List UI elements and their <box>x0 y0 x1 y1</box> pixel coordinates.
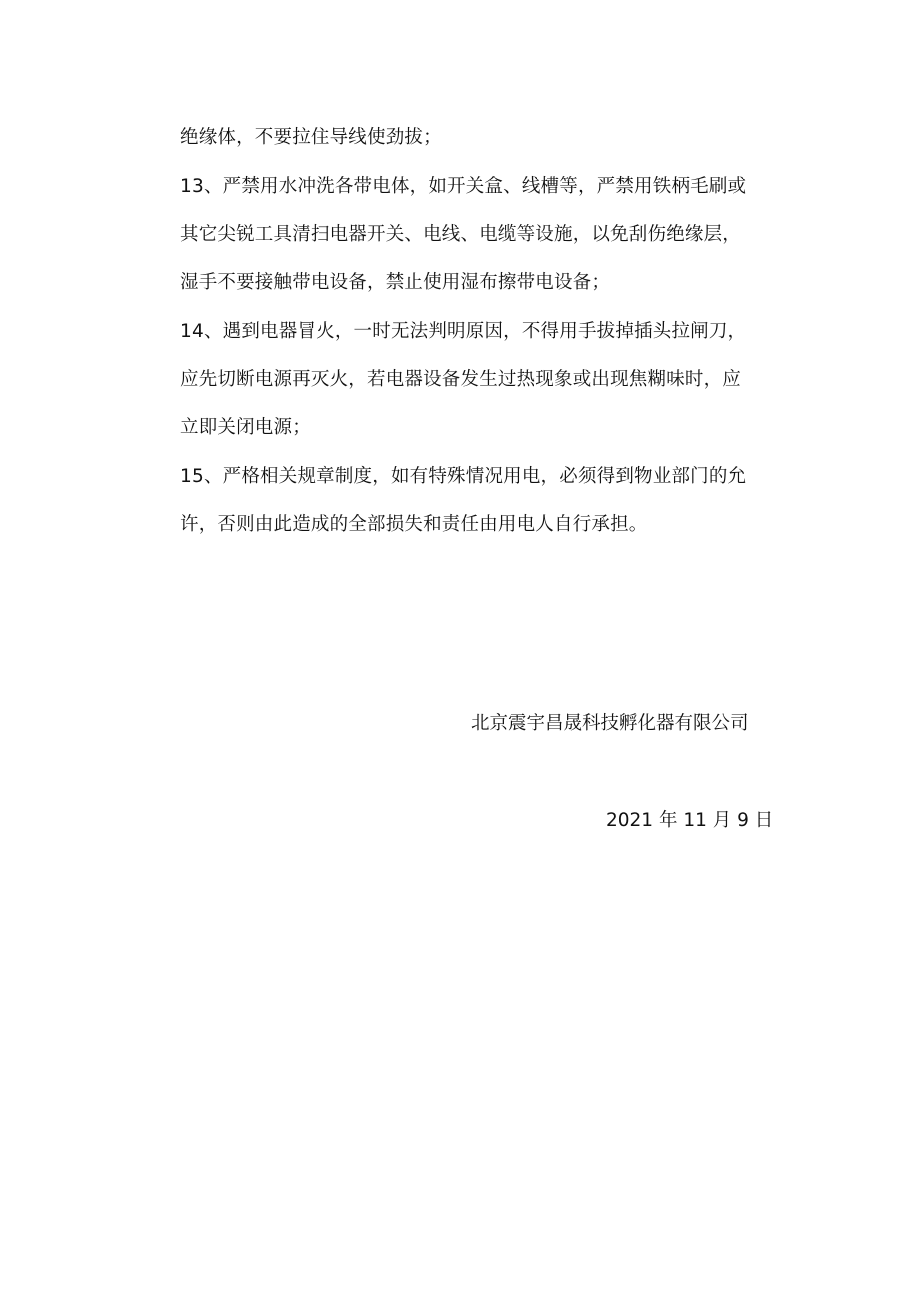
rule-15-line-1: 15、严格相关规章制度，如有特殊情况用电，必须得到物业部门的允 <box>180 466 747 487</box>
text-line: 绝缘体，不要拉住导线使劲拔； <box>180 127 442 148</box>
rule-13-line-3: 湿手不要接触带电设备，禁止使用湿布擦带电设备； <box>180 272 611 293</box>
rule-14-line-1: 14、遇到电器冒火，一时无法判明原因，不得用手拔掉插头拉闸刀， <box>180 321 747 342</box>
rule-13-line-2: 其它尖锐工具清扫电器开关、电线、电缆等设施，以免刮伤绝缘层， <box>180 224 742 245</box>
rule-14-line-2: 应先切断电源再灭火，若电器设备发生过热现象或出现焦糊味时，应 <box>180 369 742 390</box>
rule-14-line-3: 立即关闭电源； <box>180 417 311 438</box>
company-name: 北京震宇昌晟科技孵化器有限公司 <box>471 713 749 734</box>
rule-15-line-2: 许，否则由此造成的全部损失和责任由用电人自行承担。 <box>180 514 648 535</box>
rule-13-line-1: 13、严禁用水冲洗各带电体，如开关盒、线槽等，严禁用铁柄毛刷或 <box>180 176 747 197</box>
signature-date: 2021 年 11 月 9 日 <box>606 810 774 831</box>
